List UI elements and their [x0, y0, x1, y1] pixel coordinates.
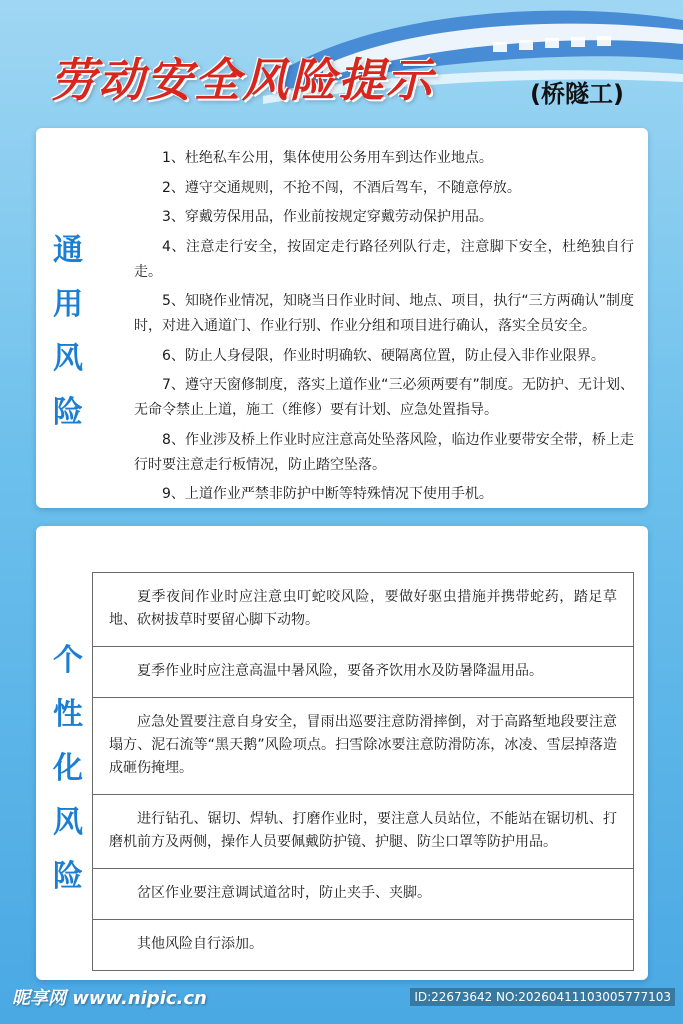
- table-row: 夏季作业时应注意高温中暑风险，要备齐饮用水及防暑降温用品。: [93, 646, 633, 697]
- list-item: 8、作业涉及桥上作业时应注意高处坠落风险，临边作业要带安全带，桥上走行时要注意走行板情况，防止踏空坠落。: [134, 431, 634, 473]
- page-subtitle: (桥隧工): [530, 80, 624, 108]
- list-item: 9、上道作业严禁非防护中断等特殊情况下使用手机。: [162, 486, 493, 502]
- list-item: 4、注意走行安全，按固定走行路径列队行走，注意脚下安全，杜绝独自行走。: [134, 238, 634, 280]
- watermark-logo: 昵享网 www.nipic.cn: [12, 988, 207, 1009]
- watermark-id: ID:22673642 NO:20260411103005777103: [410, 988, 675, 1006]
- list-item: 6、防止人身侵限，作业时明确软、硬隔离位置，防止侵入非作业限界。: [162, 347, 605, 364]
- label-char: 风: [53, 341, 83, 376]
- list-item: 5、知晓作业情况，知晓当日作业时间、地点、项目，执行“三方两确认”制度时，对进入通道门、作业行别、作业分组和项目进行确认，落实全员安全。: [134, 293, 634, 334]
- personal-risk-card: [36, 526, 648, 980]
- label-char: 险: [53, 859, 83, 894]
- label-char: 通: [53, 233, 83, 268]
- table-row: 其他风险自行添加。: [93, 919, 633, 970]
- general-risk-card: [36, 128, 648, 508]
- label-char: 个: [53, 643, 83, 678]
- personal-risk-label: [48, 634, 88, 904]
- label-char: 用: [53, 287, 83, 322]
- table-row: 岔区作业要注意调试道岔时，防止夹手、夹脚。: [93, 868, 633, 919]
- list-item: 7、遵守天窗修制度，落实上道作业“三必须两要有”制度。无防护、无计划、无命令禁止上道，施工（维修）要有计划、应急处置指导。: [134, 377, 634, 418]
- list-item: 2、遵守交通规则，不抢不闯，不酒后驾车，不随意停放。: [162, 179, 521, 196]
- label-char: 化: [53, 751, 83, 786]
- table-row: 夏季夜间作业时应注意虫叮蛇咬风险，要做好驱虫措施并携带蛇药，踏足草地、砍树拔草时要留心脚下动物。: [109, 589, 617, 628]
- label-char: 险: [53, 395, 83, 430]
- page-title: 劳动安全风险提示: [50, 53, 434, 107]
- general-risk-label: [48, 224, 88, 440]
- table-row: 应急处置要注意自身安全，冒雨出巡要注意防滑摔倒，对于高路堑地段要注意塌方、泥石流等“黑天鹅”风险项点。扫雪除冰要注意防滑防冻，冰凌、雪层掉落造成砸伤掩埋。: [93, 697, 633, 794]
- label-char: 风: [53, 805, 83, 840]
- general-risk-list: [134, 146, 634, 512]
- list-item: 1、杜绝私车公用，集体使用公务用车到达作业地点。: [162, 150, 493, 166]
- list-item: 3、穿戴劳保用品，作业前按规定穿戴劳动保护用品。: [162, 209, 493, 225]
- table-row: 进行钻孔、锯切、焊轨、打磨作业时，要注意人员站位，不能站在锯切机、打磨机前方及两侧，操作人员要佩戴防护镜、护腿、防尘口罩等防护用品。: [93, 794, 633, 868]
- personal-risk-table: [92, 572, 634, 971]
- label-char: 性: [53, 697, 83, 732]
